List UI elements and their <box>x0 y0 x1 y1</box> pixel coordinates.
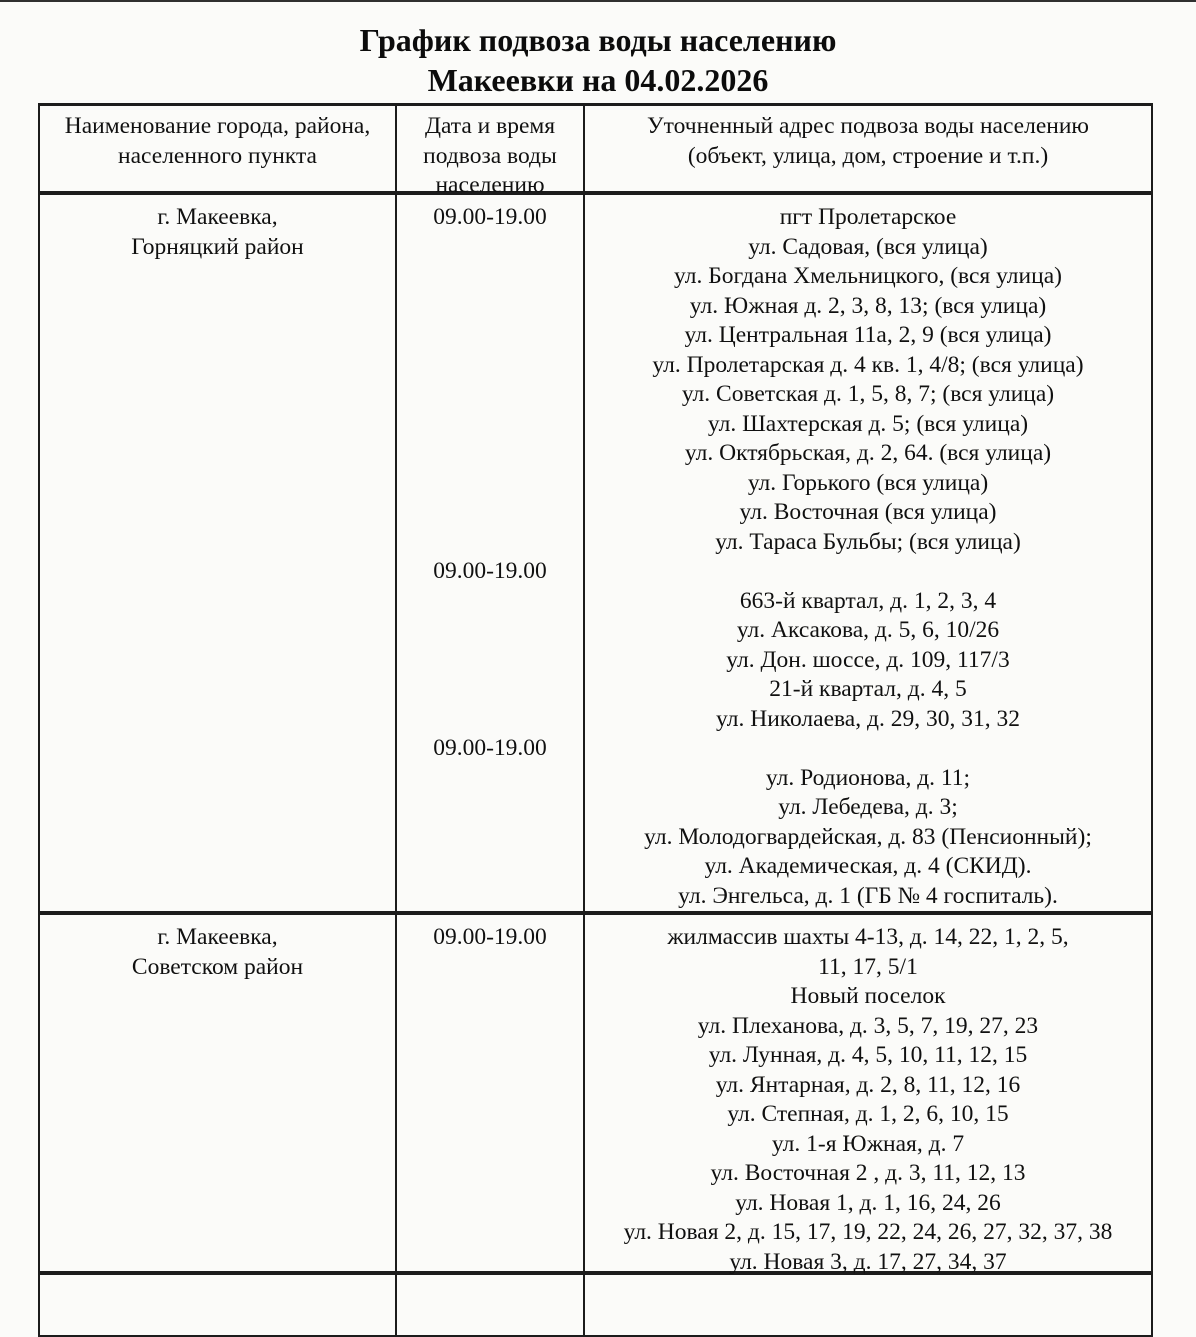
address-line <box>585 557 1151 587</box>
address-line: ул. Лебедева, д. 3; <box>778 794 958 820</box>
address-cell <box>585 1275 1151 1335</box>
time-cell <box>397 915 585 1271</box>
address-line: ул. Янтарная, д. 2, 8, 11, 12, 16 <box>715 1071 1021 1098</box>
address-line: ул. Академическая, д. 4 (СКИД). <box>704 853 1032 879</box>
header-line: населению <box>435 172 545 198</box>
header-line: Уточненный адрес подвоза воды населению <box>647 113 1089 139</box>
title-line-1: График подвоза воды населению <box>359 22 837 58</box>
location-line: Советском район <box>131 953 304 980</box>
address-line: 663-й квартал, д. 1, 2, 3, 4 <box>739 587 997 614</box>
table-row-gornyatsky <box>40 195 1151 915</box>
location-line: Горняцкий район <box>131 233 304 260</box>
address-line: ул. Дон. шоссе, д. 109, 117/3 <box>726 646 1010 673</box>
time-label: 09.00-19.00 <box>433 735 547 761</box>
address-line: ул. Степная, д. 1, 2, 6, 10, 15 <box>727 1101 1009 1127</box>
address-line: ул. Новая 2, д. 15, 17, 19, 22, 24, 26, 27, 32, 37, 38 <box>623 1219 1113 1245</box>
address-line: ул. Родионова, д. 11; <box>765 764 971 791</box>
address-line: ул. Октябрьская, д. 2, 64. (вся улица) <box>684 440 1052 466</box>
address-line: ул. Пролетарская д. 4 кв. 1, 4/8; (вся улица) <box>652 351 1084 378</box>
address-line: ул. Восточная (вся улица) <box>739 499 997 525</box>
location-cell <box>40 1275 397 1335</box>
address-line <box>585 734 1151 764</box>
address-line: ул. Южная д. 2, 3, 8, 13; (вся улица) <box>689 292 1047 319</box>
table-row-sovetsky <box>40 915 1151 1275</box>
header-line: (объект, улица, дом, строение и т.п.) <box>687 142 1049 169</box>
location-line: г. Макеевка, <box>157 924 278 950</box>
table-row-partial <box>40 1275 1151 1335</box>
address-line: ул. Шахтерская д. 5; (вся улица) <box>707 410 1029 437</box>
time-label: 09.00-19.00 <box>433 558 547 584</box>
header-line: подвоза воды <box>423 142 557 169</box>
address-line: ул. Молодогвардейская, д. 83 (Пенсионный); <box>644 823 1092 850</box>
address-line: ул. Садовая, (вся улица) <box>748 233 988 260</box>
address-line: жилмассив шахты 4-13, д. 14, 22, 1, 2, 5, <box>667 924 1069 950</box>
address-line: 21-й квартал, д. 4, 5 <box>769 676 967 702</box>
header-line: Дата и время <box>424 113 556 139</box>
address-cell <box>585 915 1151 1275</box>
header-line: Наименование города, района, <box>64 113 371 139</box>
header-address-column <box>585 106 1151 191</box>
address-line: ул. Горького (вся улица) <box>747 469 989 496</box>
title-line-2: Макеевки на 04.02.2026 <box>427 62 769 98</box>
address-line: ул. Тараса Бульбы; (вся улица) <box>715 528 1021 555</box>
water-delivery-schedule-table <box>38 103 1153 1337</box>
address-line: ул. 1-я Южная, д. 7 <box>771 1130 965 1157</box>
header-location-column <box>40 106 397 191</box>
address-line: ул. Аксакова, д. 5, 6, 10/26 <box>736 617 1000 643</box>
address-line: пгт Пролетарское <box>779 204 957 230</box>
address-line: 11, 17, 5/1 <box>818 953 918 980</box>
address-line: ул. Лунная, д. 4, 5, 10, 11, 12, 15 <box>708 1042 1028 1068</box>
location-cell <box>40 195 397 911</box>
table-header-row <box>40 106 1151 198</box>
time-cell <box>397 1275 585 1335</box>
location-cell <box>40 915 397 1271</box>
header-datetime-column <box>397 106 585 198</box>
time-cell <box>397 195 585 911</box>
document-title <box>0 20 1196 100</box>
top-border-line <box>0 0 1196 2</box>
address-line: ул. Плеханова, д. 3, 5, 7, 19, 27, 23 <box>697 1012 1039 1039</box>
time-label: 09.00-19.00 <box>433 204 547 230</box>
address-cell <box>585 195 1151 911</box>
address-line: Новый поселок <box>790 983 946 1009</box>
location-line: г. Макеевка, <box>157 204 278 230</box>
address-line: ул. Энгельса, д. 1 (ГБ № 4 госпиталь). <box>678 882 1058 909</box>
time-label: 09.00-19.00 <box>433 924 547 950</box>
address-line: ул. Богдана Хмельницкого, (вся улица) <box>674 263 1062 289</box>
address-line: ул. Николаева, д. 29, 30, 31, 32 <box>716 705 1020 732</box>
address-line: ул. Восточная 2 , д. 3, 11, 12, 13 <box>710 1160 1026 1186</box>
address-line: ул. Новая 1, д. 1, 16, 24, 26 <box>735 1189 1001 1216</box>
address-line: ул. Центральная 11а, 2, 9 (вся улица) <box>684 322 1052 348</box>
header-line: населенного пункта <box>118 142 317 169</box>
address-line: ул. Новая 3, д. 17, 27, 34, 37 <box>729 1248 1007 1275</box>
address-line: ул. Советская д. 1, 5, 8, 7; (вся улица) <box>681 381 1055 407</box>
